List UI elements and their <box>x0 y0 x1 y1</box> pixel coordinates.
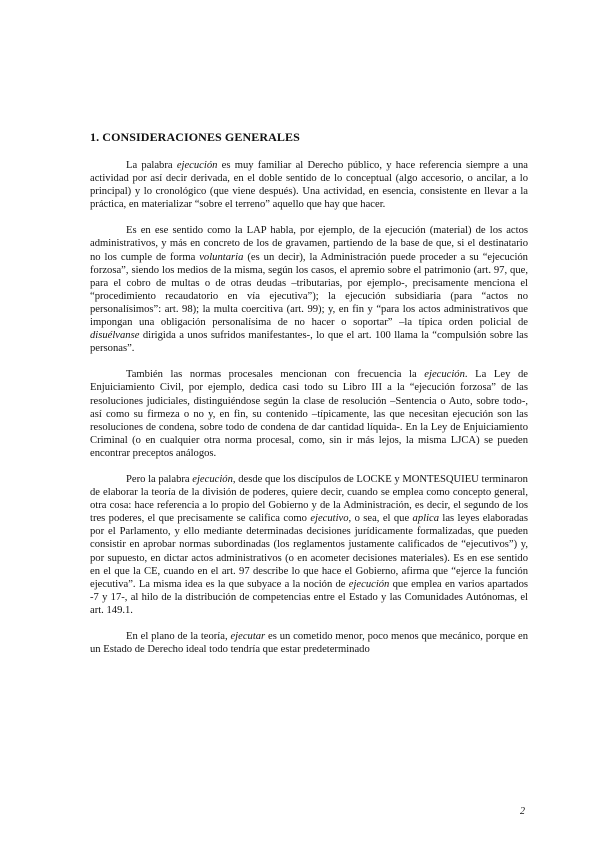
italic-term: ejecución <box>348 578 390 590</box>
text-run: , desde que los discípulos de LOCKE y MONTESQUIEU terminaron de elaborar la teoría de la división de poderes, quiere decir, cuando se emplea como concepto general, otra cosa: hace referencia a lo propio del Gobierno y de la Administración, es decir, el segundo de los tres poderes, el que precisamente se califica como <box>90 473 528 525</box>
text-run: , o sea, el que <box>348 513 413 525</box>
italic-term: ejecución <box>192 473 233 485</box>
text-run: Es en ese sentido como la LAP habla, por ejemplo, de la ejecución (material) de los actos administrativos, y más en concreto de los de gravamen, partiendo de la base de que, si el destinatario no los cumple de forma <box>90 225 528 263</box>
paragraph-1 <box>90 159 528 211</box>
italic-term: disuélvanse <box>90 330 140 342</box>
text-run: . La Ley de Enjuiciamiento Civil, por ejemplo, dedica casi todo su Libro III a la “ejecución forzosa” de las resoluciones judiciales, distinguiéndose según la clase de resolución –Sentencia o Auto, sobre todo-, así como su firmeza o no y, en fin, su contenido –típicamente, las que necesitan ejecución son las resoluciones de condena, sobre todo de condena de dar cantidad líquida-. En la Ley de Enjuiciamiento Criminal (o en cualquier otra norma procesal, como, sin ir más lejos, la misma LJCA) se pueden encontrar preceptos análogos. <box>90 369 528 459</box>
paragraph-3 <box>90 368 528 460</box>
section-heading: 1. CONSIDERACIONES GENERALES <box>90 130 300 144</box>
italic-term: ejecución <box>424 369 465 381</box>
italic-term: ejecución <box>176 160 218 171</box>
text-run: que emplea en varios apartados -7 y 17-, al hilo de la distribución de competencias entre el Estado y las Comunidades Autónomas, el art. 149.1. <box>90 578 528 616</box>
text-run: (es un decir), la Administración puede proceder a su “ejecución forzosa”, siendo los medios de la misma, según los casos, el apremio sobre el patrimonio (art. 97, que, para el cobro de multas o de otras deudas –tributarias, por ejemplo-, precisamente menciona el “procedimiento recaudatorio en vía ejecutiva”); la ejecución subsidiaria (para “actos no personalísimos”: art. 98); la multa coercitiva (art. 99); y, en fin y “para los actos administrativos que impongan una obligación personalísima de no hacer o soportar” –la típica orden policial de <box>90 251 528 329</box>
text-run: es un cometido menor, poco menos que mecánico, porque en un Estado de Derecho ideal todo tendría que estar predeterminado <box>90 631 529 656</box>
text-run: También las normas procesales mencionan con frecuencia la <box>126 369 425 381</box>
paragraph-4 <box>90 473 528 617</box>
paragraph-2 <box>90 224 528 355</box>
text-run: es muy familiar al Derecho público, y hace referencia siempre a una actividad por así decir derivada, en el doble sentido de lo conceptual (algo accesorio, o ancilar, a lo principal) y lo cronológico (que viene después). Una actividad, en esencia, consistente en llevar a la práctica, en materializar “sobre el terreno” aquello que hay que hacer. <box>90 160 528 211</box>
paragraph-5 <box>90 630 528 656</box>
text-run: Pero la palabra <box>126 473 193 485</box>
document-body <box>90 130 528 669</box>
text-run: las leyes elaboradas por el Parlamento, y ello mediante determinadas decisiones jurídicamente formalizadas, que pueden consistir en aprobar normas subordinadas (los reglamentos justamente calificados de “ejecutivos”) y, por supuesto, en dictar actos administrativos (o en acometer decisiones materiales). Es en ese sentido en el que la CE, cuando en el art. 97 describe lo que hace el Gobierno, afirma que “ejerce la función ejecutiva”. La misma idea es la que subyace a la noción de <box>90 513 528 590</box>
italic-term: ejecutivo <box>310 513 349 525</box>
italic-term: ejecutar <box>230 631 266 642</box>
italic-term: aplica <box>412 513 440 525</box>
text-run: En el plano de la teoría, <box>126 631 231 642</box>
text-run: La palabra <box>126 160 177 171</box>
italic-term: voluntaria <box>199 251 244 263</box>
page-number: 2 <box>520 806 525 817</box>
text-run: dirigida a unos sufridos manifestantes-, lo que el art. 100 llama la “compulsión sobre las personas”. <box>90 330 528 355</box>
